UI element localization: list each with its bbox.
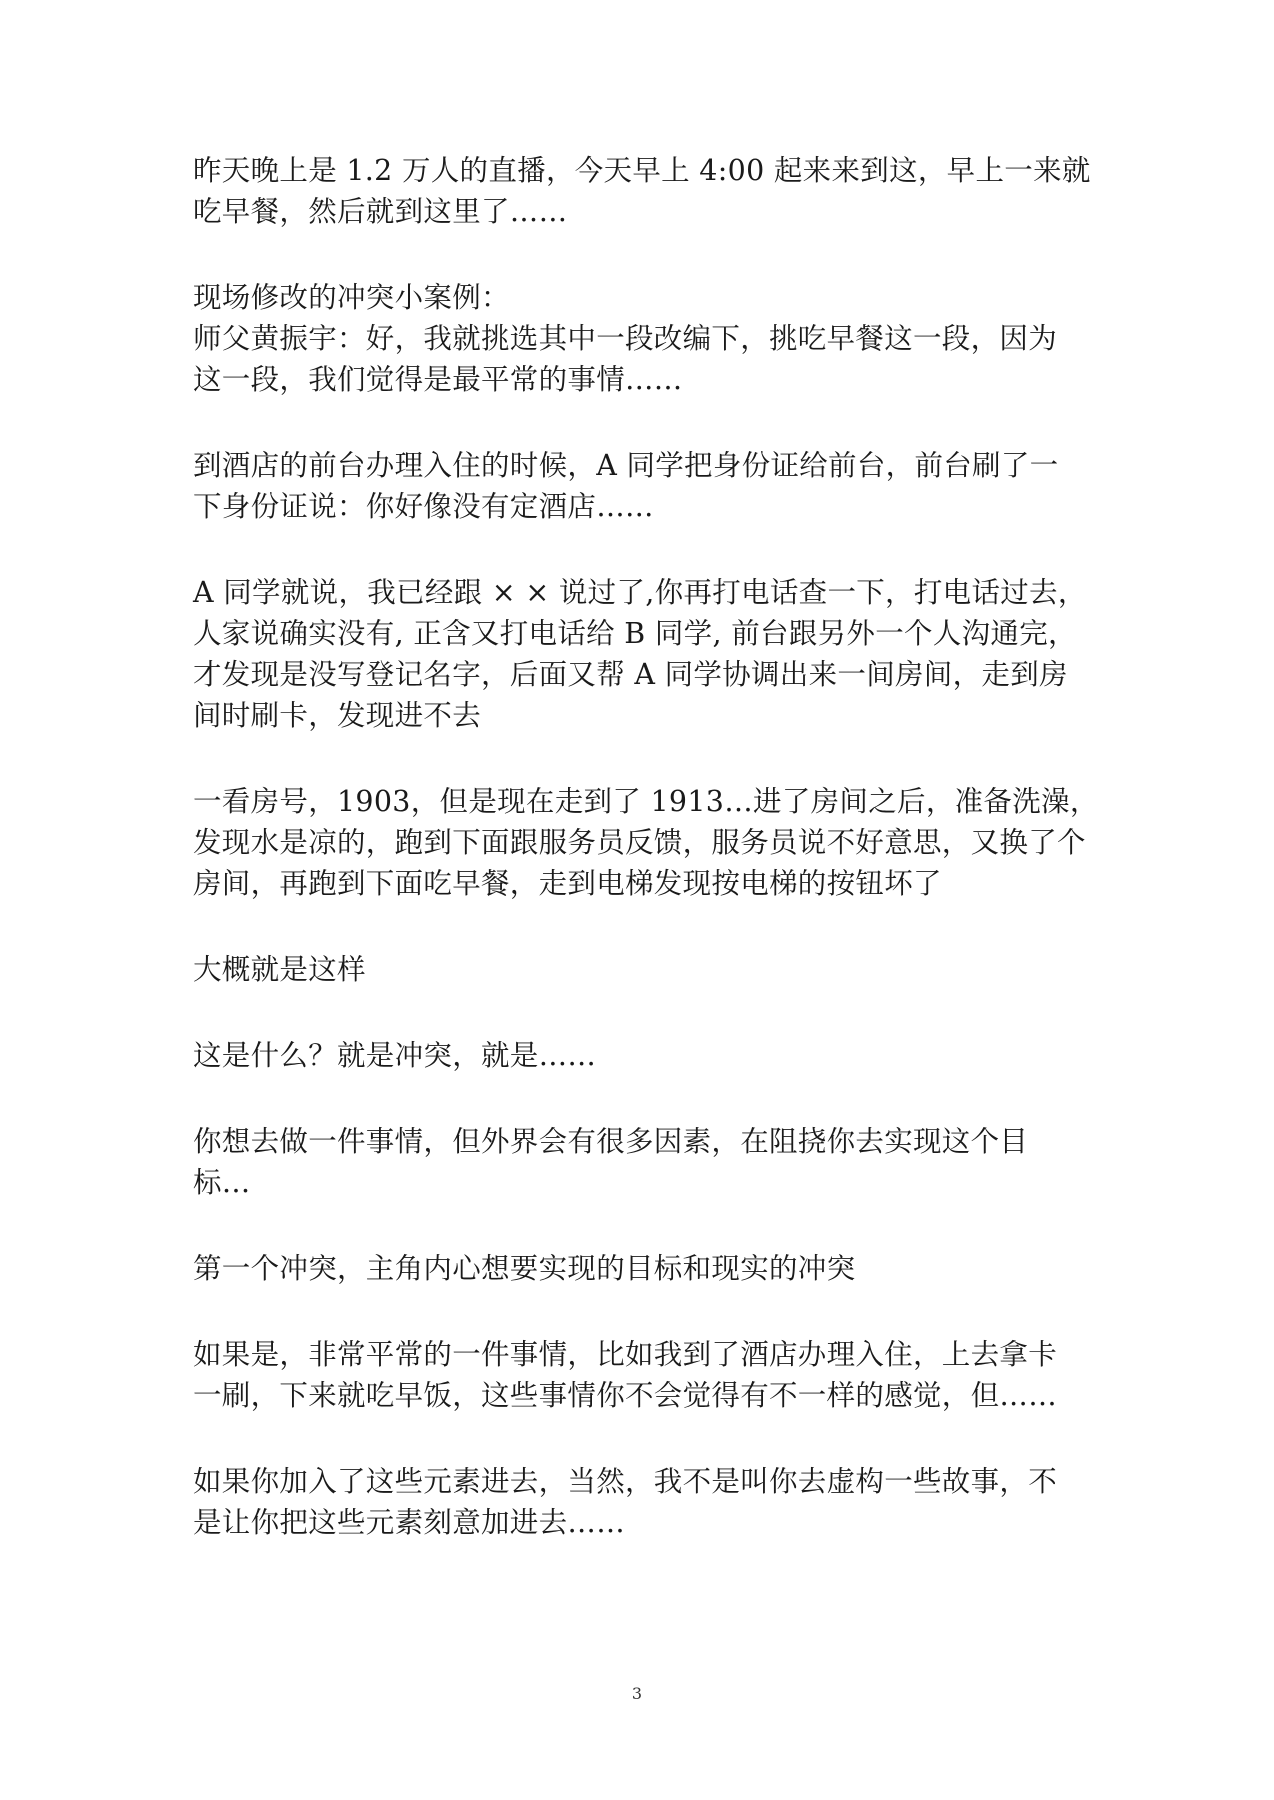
text-line: 这一段，我们觉得是最平常的事情…… [193, 363, 683, 396]
paragraph-10 [193, 1334, 1093, 1416]
text-line: 第一个冲突，主角内心想要实现的目标和现实的冲突 [193, 1252, 856, 1285]
text-line: 现场修改的冲突小案例： [193, 281, 510, 314]
paragraph-11 [193, 1461, 1093, 1543]
text-line: 下身份证说：你好像没有定酒店…… [193, 490, 654, 523]
text-line: 才发现是没写登记名字，后面又帮 A 同学协调出来一间房间，走到房 [193, 658, 1068, 691]
text-line: A 同学就说，我已经跟 × × 说过了,你再打电话查一下，打电话过去， [193, 576, 1087, 609]
paragraph-5 [193, 781, 1099, 904]
text-line: 标… [193, 1166, 251, 1199]
text-line: 师父黄振宇：好，我就挑选其中一段改编下，挑吃早餐这一段，因为 [193, 322, 1058, 355]
text-line: 昨天晚上是 1.2 万人的直播，今天早上 4:00 起来来到这，早上一来就 [193, 154, 1091, 187]
paragraph-2 [193, 277, 1093, 400]
text-line: 如果是，非常平常的一件事情，比如我到了酒店办理入住，上去拿卡 [193, 1338, 1058, 1371]
paragraph-4 [193, 572, 1093, 736]
text-line: 间时刷卡，发现进不去 [193, 699, 482, 732]
paragraph-6 [193, 949, 1093, 990]
text-line: 一刷，下来就吃早饭，这些事情你不会觉得有不一样的感觉，但…… [193, 1379, 1058, 1412]
text-line: 房间，再跑到下面吃早餐，走到电梯发现按电梯的按钮坏了 [193, 867, 942, 900]
text-line: 如果你加入了这些元素进去，当然，我不是叫你去虚构一些故事，不 [193, 1465, 1058, 1498]
text-line: 人家说确实没有, 正含又打电话给 B 同学, 前台跟另外一个人沟通完， [193, 617, 1077, 650]
text-line: 大概就是这样 [193, 953, 366, 986]
paragraph-3 [193, 445, 1093, 527]
text-line: 到酒店的前台办理入住的时候，A 同学把身份证给前台，前台刷了一 [193, 449, 1059, 482]
paragraph-7 [193, 1035, 1093, 1076]
text-line: 你想去做一件事情，但外界会有很多因素，在阻挠你去实现这个目 [193, 1125, 1029, 1158]
page-number: 3 [631, 1684, 643, 1703]
paragraph-9 [193, 1248, 1093, 1289]
text-line: 是让你把这些元素刻意加进去…… [193, 1506, 626, 1539]
document-body [193, 150, 1099, 1588]
text-line: 发现水是凉的，跑到下面跟服务员反馈，服务员说不好意思，又换了个 [193, 826, 1086, 859]
text-line: 吃早餐，然后就到这里了…… [193, 195, 568, 228]
paragraph-1 [193, 150, 1093, 232]
text-line: 一看房号，1903，但是现在走到了 1913…进了房间之后，准备洗澡， [193, 785, 1099, 818]
paragraph-8 [193, 1121, 1093, 1203]
text-line: 这是什么？就是冲突，就是…… [193, 1039, 597, 1072]
